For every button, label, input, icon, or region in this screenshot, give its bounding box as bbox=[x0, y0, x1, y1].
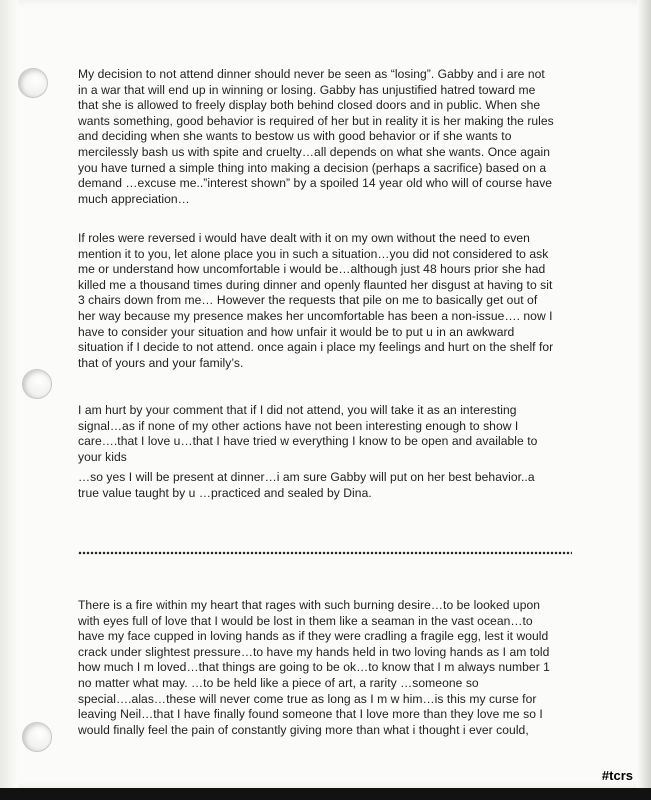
text-line: mention it to you, let alone place you in such a situation…you did not considered to ask bbox=[78, 246, 549, 261]
text-line: wants something, good behavior is required of her but in reality it is her making the rules bbox=[78, 113, 554, 128]
text-line: …so yes I will be present at dinner…i am sure Gabby will put on her best behavior..a bbox=[78, 470, 535, 484]
text-line: special….alas…these will never come true as long as I m w him…is this my curse for bbox=[78, 691, 537, 706]
text-line: your kids bbox=[78, 449, 127, 464]
paragraph-1 bbox=[78, 67, 578, 207]
text-line: demand …excuse me..”interest shown” by a spoiled 14 year old who will of course have bbox=[78, 176, 553, 191]
text-line: you have turned a simple thing into making a decision (perhaps a sacrifice) based on a bbox=[78, 160, 547, 175]
text-line: There is a fire within my heart that rages with such burning desire…to be looked upon bbox=[78, 598, 541, 612]
paragraph-5 bbox=[78, 598, 578, 738]
text-line: much appreciation… bbox=[78, 191, 190, 206]
text-line: would finally feel the pain of constantly giving more than what i thought i ever could, bbox=[78, 722, 529, 737]
text-line: true value taught by u …practiced and sealed by Dina. bbox=[78, 485, 372, 500]
text-line: that of yours and your family’s. bbox=[78, 355, 244, 370]
text-line: have my face cupped in loving hands as if they were cradling a fragile egg, lest it would bbox=[78, 629, 549, 644]
text-line: situation if I decide to not attend. once again i place my feelings and hurt on the shelf for bbox=[78, 340, 554, 355]
paragraph-3 bbox=[78, 403, 578, 465]
text-line: in a war that will end up in winning or losing. Gabby has unjustified hatred toward me bbox=[78, 82, 536, 97]
page-right-edge bbox=[637, 0, 651, 788]
hashtag-watermark: #tcrs bbox=[601, 768, 633, 783]
text-line: care….that I love u…that I have tried w everything I know to be open and available to bbox=[78, 434, 538, 449]
text-line: how much I m loved…that things are going to be ok…to know that I m always number 1 bbox=[78, 660, 550, 675]
text-line: My decision to not attend dinner should never be seen as “losing”. Gabby and i are not bbox=[78, 67, 545, 81]
text-line: leaving Neil…that I have finally found someone that I love more than they love me so I bbox=[78, 707, 543, 722]
binder-hole-middle bbox=[22, 369, 52, 399]
bottom-bar bbox=[0, 788, 651, 800]
text-line: have to consider your situation and how unfair it would be to put u in an awkward bbox=[78, 324, 515, 339]
binder-hole-top bbox=[18, 68, 48, 98]
text-line: If roles were reversed i would have dealt with it on my own without the need to even bbox=[78, 231, 530, 245]
text-line: killed me a thousand times during dinner and openly flaunted her disgust at having to sit bbox=[78, 277, 553, 292]
text-line: mercilessly bash us with spite and cruelty…all depends on what she wants. Once again bbox=[78, 144, 551, 159]
text-line: that she is allowed to freely display both behind closed doors and in public. When she bbox=[78, 98, 541, 113]
text-line: with eyes full of love that I would be lost in them like a seaman in the vast ocean…to bbox=[78, 613, 533, 628]
text-line: I am hurt by your comment that if I did not attend, you will take it as an interesting bbox=[78, 403, 517, 417]
page-left-edge bbox=[0, 0, 18, 788]
dotted-divider bbox=[78, 551, 572, 555]
text-line: me or understand how uncomfortable i would be…although just 48 hours prior she had bbox=[78, 262, 546, 277]
text-line: and deciding when she wants to bestow us with good behavior or if she wants to bbox=[78, 129, 512, 144]
text-line: no matter what may. …to be held like a piece of art, a rarity …someone so bbox=[78, 675, 479, 690]
text-line: signal…as if none of my other actions have not been interesting enough to show I bbox=[78, 418, 519, 433]
paragraph-4 bbox=[78, 470, 578, 501]
text-line: 3 chairs down from me… However the requests that pile on me to basically get out of bbox=[78, 293, 538, 308]
binder-hole-bottom bbox=[22, 722, 52, 752]
text-line: crack under slightest pressure…to have my hands held in two loving hands as I am told bbox=[78, 644, 550, 659]
paragraph-2 bbox=[78, 231, 578, 371]
text-line: her way because my presence makes her uncomfortable has been a non-issue…. now I bbox=[78, 308, 553, 323]
